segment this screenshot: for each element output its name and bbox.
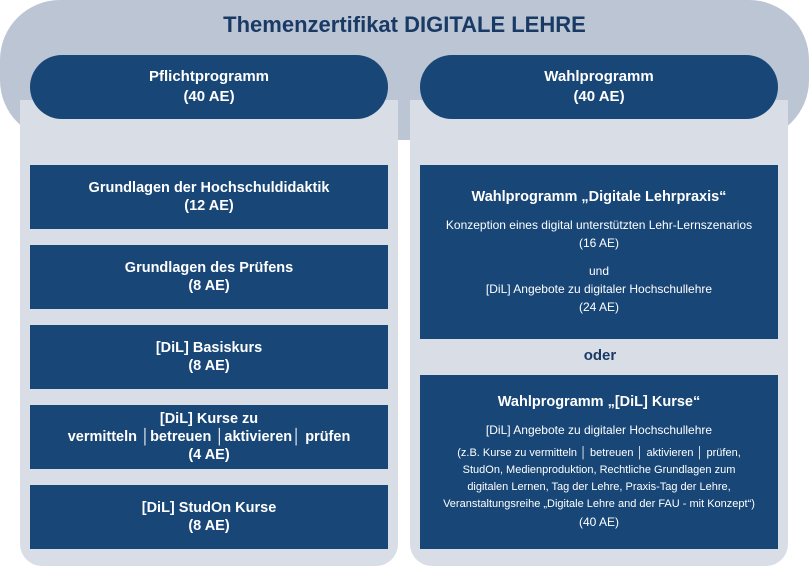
wahlprogramm-digitale-lehrpraxis [420,165,778,339]
dil-kurse-title: Wahlprogramm „[DiL] Kurse“ [497,394,701,410]
wahlprogramm-ae: (40 AE) [573,88,625,105]
module-title: Grundlagen des Prüfens [124,260,294,276]
dil-kurse-detail3: digitalen Lernen, Tag der Lehre, Praxis-Tag der Lehre, [467,481,731,493]
module-title: [DiL] Basiskurs [155,340,263,356]
module-dil-studon-kurse [30,485,388,549]
pflichtprogramm-label: Pflichtprogramm [148,68,269,85]
lehrpraxis-item2: [DiL] Angebote zu digitaler Hochschullehre [485,282,713,296]
pflichtprogramm-ae: (40 AE) [183,88,235,105]
dil-kurse-detail2: StudOn, Medienproduktion, Rechtliche Grundlagen zum [462,464,736,476]
dil-kurse-line1: [DiL] Angebote zu digitaler Hochschullehre [485,423,713,437]
oder-label: oder [583,347,617,364]
module-ae: (8 AE) [188,518,230,534]
module-subtitle: vermitteln │betreuen │aktivieren│ prüfen [67,429,351,445]
diagram-title: Themenzertifikat DIGITALE LEHRE [223,12,586,37]
dil-kurse-detail1: (z.B. Kurse zu vermitteln │ betreuen │ aktivieren │ prüfen, [457,447,741,459]
module-ae: (8 AE) [188,278,230,294]
module-ae: (4 AE) [188,447,230,463]
module-title: Grundlagen der Hochschuldidaktik [88,180,330,196]
module-grundlagen-pruefens [30,245,388,309]
pflichtprogramm-pill [30,55,388,119]
dil-kurse-ae: (40 AE) [578,515,620,529]
lehrpraxis-item2-ae: (24 AE) [578,300,620,314]
wahlprogramm-dil-kurse [420,375,778,549]
module-dil-basiskurs [30,325,388,389]
module-title: [DiL] StudOn Kurse [141,500,277,516]
dil-kurse-detail4: Veranstaltungsreihe „Digitale Lehre and der FAU - mit Konzept“) [443,498,755,510]
module-title: [DiL] Kurse zu [159,411,259,427]
wahlprogramm-pill [420,55,778,119]
lehrpraxis-item1: Konzeption eines digital unterstützten Lehr-Lernszenarios [445,218,753,232]
module-ae: (8 AE) [188,358,230,374]
module-grundlagen-hochschuldidaktik [30,165,388,229]
module-ae: (12 AE) [184,198,234,214]
wahlprogramm-label: Wahlprogramm [544,68,654,85]
lehrpraxis-und: und [588,264,610,278]
lehrpraxis-item1-ae: (16 AE) [578,236,620,250]
module-dil-kurse-zu [30,405,388,469]
lehrpraxis-title: Wahlprogramm „Digitale Lehrpraxis“ [471,189,727,205]
